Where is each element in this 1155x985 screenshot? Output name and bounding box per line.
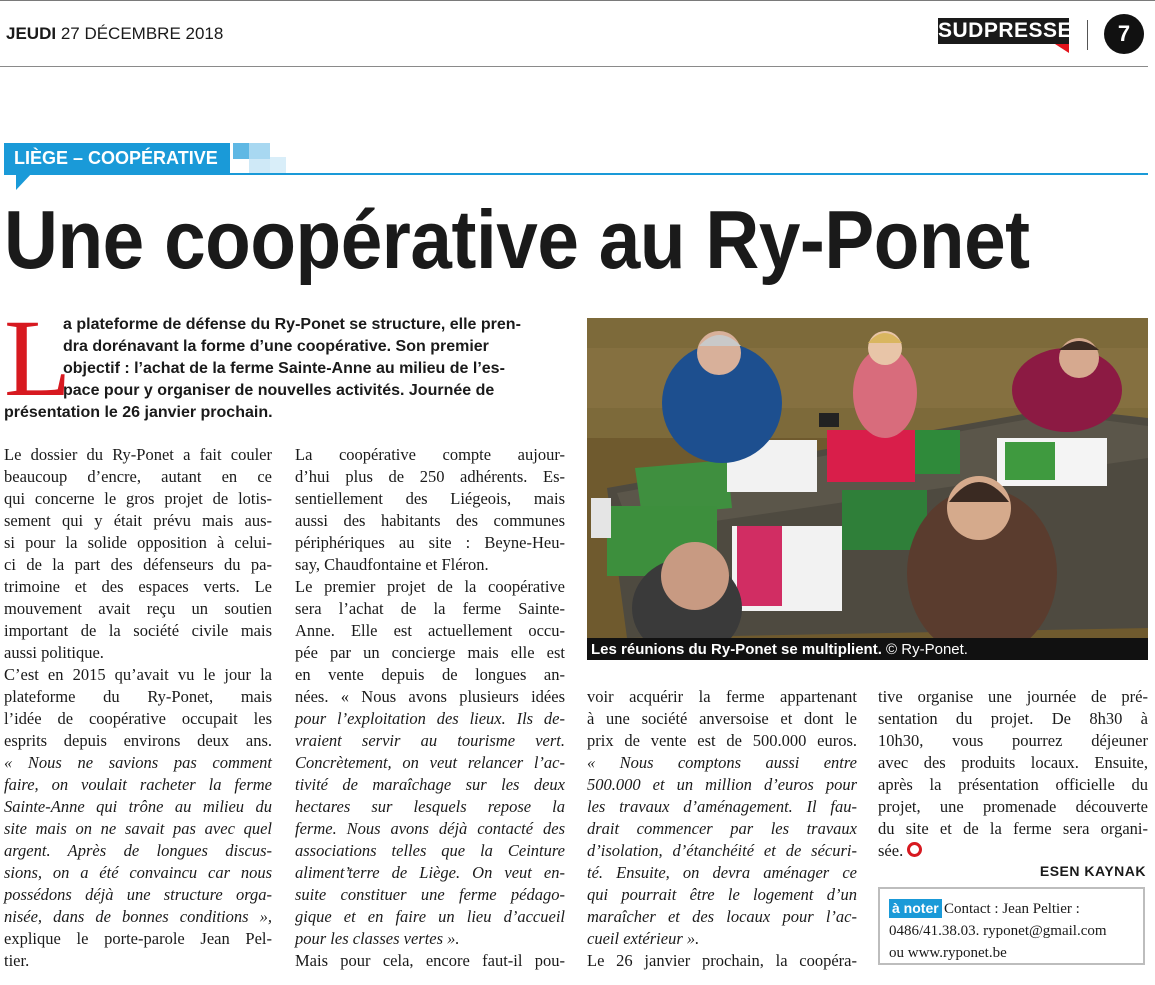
body-line: mouvement avait reçu un soutien (4, 599, 272, 618)
body-line: Concrètement, on veut relancer l’ac- (295, 753, 565, 772)
body-line: qui pourrait être le logement d’un (587, 885, 857, 904)
lead-line: pace pour y organiser de nouvelles activités. Journée de (63, 382, 495, 399)
body-line-text: sée. (878, 841, 904, 860)
end-mark-icon (907, 842, 922, 857)
note-line: ou www.ryponet.be (889, 945, 1007, 961)
body-line: pour les classes vertes ». (295, 929, 460, 948)
body-line: aussi des habitants des communes (295, 511, 565, 530)
body-line: say, Chaudfontaine et Fléron. (295, 555, 489, 574)
note-tag: à noter (889, 899, 942, 918)
note-line: Contact : Jean Peltier : (944, 901, 1080, 917)
body-line: qui concerne le gros projet de lotis- (4, 489, 272, 508)
note-line: 0486/41.38.03. ryponet@gmail.com (889, 923, 1107, 939)
body-line: sera l’achat de la ferme Sainte- (295, 599, 565, 618)
body-line: ferme. Nous avons déjà contacté des (295, 819, 565, 838)
brand-logo: SUDPRESSE (938, 19, 1073, 42)
top-border (0, 0, 1155, 1)
kicker-decor-square (249, 159, 270, 173)
lead-line: dra dorénavant la forme d’une coopérative. Son premier (63, 338, 489, 355)
body-line: possédons déjà une structure orga- (4, 885, 272, 904)
page-number: 7 (1104, 14, 1144, 54)
body-line: cueil extérieur ». (587, 929, 700, 948)
body-line: sions, on a été convaincu car nous (4, 863, 272, 882)
body-line: 10h30, vous pourrez déjeuner (878, 731, 1148, 750)
body-line: faire, on voulait racheter la ferme (4, 775, 272, 794)
body-line: voir acquérir la ferme appartenant (587, 687, 857, 706)
kicker-pointer (16, 173, 32, 190)
body-line: esprits depuis environs deux ans. (4, 731, 272, 750)
body-line: pour l’exploitation des lieux. Ils de- (295, 709, 565, 728)
body-line: drait commencer par les travaux (587, 819, 857, 838)
body-line: site mais on ne savait pas avec quel (4, 819, 272, 838)
body-line: sentation du projet. De 8h30 à (878, 709, 1148, 728)
drop-cap: L (4, 297, 72, 419)
body-line: associations telles que la Ceinture (295, 841, 565, 860)
body-line: projet, une promenade découverte (878, 797, 1148, 816)
body-line: Sainte-Anne qui trône au milieu du (4, 797, 272, 816)
body-line: périphériques au site : Beyne-Heu- (295, 533, 565, 552)
body-line: à une société anversoise et dont le (587, 709, 857, 728)
issue-date (6, 24, 223, 44)
meeting-photo (587, 318, 1148, 638)
body-line: beaucoup d’encre, autant en ce (4, 467, 272, 486)
section-kicker: LIÈGE – COOPÉRATIVE (4, 143, 230, 173)
body-line: plateforme du Ry-Ponet, mais (4, 687, 272, 706)
body-line: en vente depuis de longues an- (295, 665, 565, 684)
kicker-rule (4, 173, 1148, 175)
body-line: aliment’terre de Liège. On veut en- (295, 863, 565, 882)
body-line: té. Ensuite, on devra aménager ce (587, 863, 857, 882)
body-line: ci de la part des défenseurs du pa- (4, 555, 272, 574)
body-line: d’isolation, d’étanchéité et de sécuri- (587, 841, 857, 860)
header-separator (1087, 20, 1088, 50)
body-line (878, 840, 1148, 862)
body-line: maraîcher et des locaux pour l’ac- (587, 907, 857, 926)
body-line: vraient servir au tourisme vert. (295, 731, 565, 750)
body-line: Anne. Elle est actuellement occu- (295, 621, 565, 640)
body-line: La coopérative compte aujour- (295, 445, 565, 464)
body-line: suite constituer une ferme pédago- (295, 885, 565, 904)
body-line: d’hui plus de 250 adhérents. Es- (295, 467, 565, 486)
author-byline: ESEN KAYNAK (1039, 863, 1146, 879)
body-line: du site et de la ferme sera organi- (878, 819, 1148, 838)
body-line: hectares sur lesquels repose la (295, 797, 565, 816)
lead-line: présentation le 26 janvier prochain. (4, 404, 273, 421)
body-line: l’idée de coopérative occupait les (4, 709, 272, 728)
body-line: prix de vente est de 500.000 euros. (587, 731, 857, 750)
lead-line: objectif : l’achat de la ferme Sainte-Anne au milieu de l’es- (63, 360, 505, 377)
body-line: nisée, dans de bonnes conditions », (4, 907, 272, 926)
body-line: important de la société civile mais (4, 621, 272, 640)
body-line: les travaux d’aménagement. Il fau- (587, 797, 857, 816)
body-line: C’est en 2015 qu’avait vu le jour la (4, 665, 272, 684)
kicker-decor-square (233, 143, 249, 159)
lead-line: a plateforme de défense du Ry-Ponet se structure, elle pren- (63, 316, 521, 333)
body-line: « Nous ne savions pas comment (4, 753, 272, 772)
photo-credit: © Ry-Ponet. (886, 641, 968, 658)
body-line: tivité de maraîchage sur les deux (295, 775, 565, 794)
body-line: tier. (4, 951, 30, 970)
body-line: sentiellement des Liégeois, mais (295, 489, 565, 508)
body-line: pée par un concierge mais elle est (295, 643, 565, 662)
body-line: aussi politique. (4, 643, 104, 662)
body-line: avec des produits locaux. Ensuite, (878, 753, 1148, 772)
body-line: nées. « Nous avons plusieurs idées (295, 687, 565, 706)
body-line: 500.000 et un million d’euros pour (587, 775, 857, 794)
body-line: si pour la solide opposition à celui- (4, 533, 272, 552)
header-rule (0, 66, 1148, 67)
body-line: explique le porte-parole Jean Pel- (4, 929, 272, 948)
kicker-decor-square (249, 143, 270, 159)
body-line: après la présentation officielle du (878, 775, 1148, 794)
body-line: gique et en faire un lieu d’accueil (295, 907, 565, 926)
body-line: trimoine et des espaces verts. Le (4, 577, 272, 596)
kicker-decor-square (270, 157, 286, 173)
headline: Une coopérative au Ry-Ponet (4, 193, 1030, 286)
body-line: Mais pour cela, encore faut-il pou- (295, 951, 565, 970)
brand-logo-accent (1055, 44, 1069, 53)
body-line: Le 26 janvier prochain, la coopéra- (587, 951, 857, 970)
issue-date-text: 27 DÉCEMBRE 2018 (60, 24, 224, 43)
body-line: sement qui y était prévu mais aus- (4, 511, 272, 530)
body-line: tive organise une journée de pré- (878, 687, 1148, 706)
body-line: Le dossier du Ry-Ponet a fait couler (4, 445, 272, 464)
issue-day: JEUDI (6, 24, 57, 43)
photo-caption (591, 640, 968, 659)
photo-caption-text: Les réunions du Ry-Ponet se multiplient. (591, 641, 882, 658)
body-line: « Nous comptons aussi entre (587, 753, 857, 772)
body-line: Le premier projet de la coopérative (295, 577, 565, 596)
body-line: argent. Après de longues discus- (4, 841, 272, 860)
